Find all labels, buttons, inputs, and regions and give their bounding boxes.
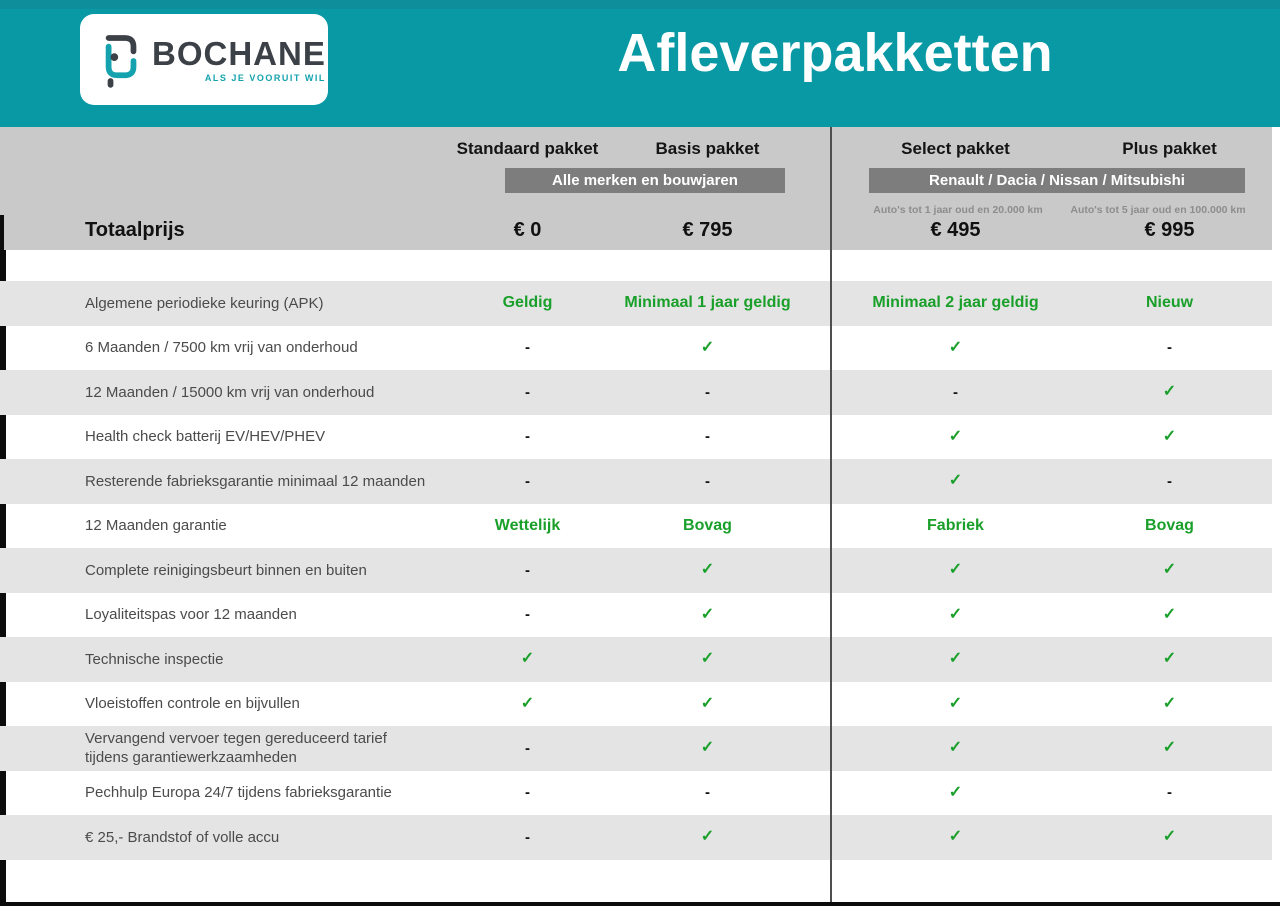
- check-icon: ✓: [700, 694, 715, 712]
- table-row: [0, 326, 1272, 371]
- table-row: [0, 548, 1272, 593]
- bochane-logo-icon: [100, 30, 144, 90]
- check-icon: ✓: [1162, 383, 1177, 401]
- price-standaard: € 0: [513, 219, 542, 241]
- check-icon: ✓: [948, 472, 963, 490]
- feature-label: Pechhulp Europa 24/7 tijdens fabrieksgarantie: [85, 784, 392, 802]
- age-note-select: Auto's tot 1 jaar oud en 20.000 km: [873, 204, 1043, 216]
- check-icon: ✓: [1162, 427, 1177, 445]
- table-row: [0, 281, 1272, 326]
- feature-table: [0, 250, 1272, 906]
- check-icon: ✓: [1162, 605, 1177, 623]
- column-header-basis: Basis pakket: [655, 139, 760, 158]
- check-icon: ✓: [700, 739, 715, 757]
- top-header: [0, 0, 1280, 127]
- table-row: [0, 504, 1272, 549]
- section-divider: [830, 127, 832, 906]
- feature-label: Resterende fabrieksgarantie minimaal 12 maanden: [85, 472, 426, 490]
- dash-indicator: -: [525, 472, 530, 490]
- table-row: [0, 370, 1272, 415]
- check-icon: ✓: [700, 828, 715, 846]
- feature-label: Vervangend vervoer tegen gereduceerd tarief tijdens garantiewerkzaamheden: [85, 730, 387, 767]
- feature-label: Algemene periodieke keuring (APK): [85, 294, 324, 312]
- dash-indicator: -: [1167, 472, 1172, 490]
- table-row: [0, 415, 1272, 460]
- value-text: Minimaal 1 jaar geldig: [624, 294, 791, 312]
- check-icon: ✓: [948, 605, 963, 623]
- check-icon: ✓: [948, 650, 963, 668]
- dash-indicator: -: [525, 561, 530, 579]
- dash-indicator: -: [525, 606, 530, 624]
- table-row: [0, 815, 1272, 860]
- total-price-label: Totaalprijs: [85, 219, 185, 241]
- check-icon: ✓: [1162, 561, 1177, 579]
- check-icon: ✓: [948, 427, 963, 445]
- table-row: [0, 593, 1272, 638]
- value-text: Bovag: [1145, 516, 1194, 534]
- logo-wordmark: BOCHANE: [152, 34, 326, 72]
- check-icon: ✓: [700, 650, 715, 668]
- dash-indicator: -: [705, 472, 710, 490]
- check-icon: ✓: [948, 694, 963, 712]
- dash-indicator: -: [953, 383, 958, 401]
- check-icon: ✓: [1162, 828, 1177, 846]
- group-badge-renault-group: Renault / Dacia / Nissan / Mitsubishi: [869, 168, 1245, 193]
- table-row: [0, 459, 1272, 504]
- group-badge-all-brands: Alle merken en bouwjaren: [505, 168, 785, 193]
- check-icon: ✓: [700, 605, 715, 623]
- feature-label: € 25,- Brandstof of volle accu: [85, 828, 280, 846]
- table-row: [0, 637, 1272, 682]
- check-icon: ✓: [1162, 650, 1177, 668]
- check-icon: ✓: [520, 694, 535, 712]
- dash-indicator: -: [525, 383, 530, 401]
- logo-tagline: ALS JE VOORUIT WIL: [204, 72, 326, 83]
- feature-label: Health check batterij EV/HEV/PHEV: [85, 428, 326, 446]
- check-icon: ✓: [948, 561, 963, 579]
- check-icon: ✓: [1162, 694, 1177, 712]
- column-header-select: Select pakket: [901, 139, 1010, 158]
- feature-label: 12 Maanden garantie: [85, 517, 227, 535]
- dash-indicator: -: [525, 428, 530, 446]
- dash-indicator: -: [1167, 339, 1172, 357]
- check-icon: ✓: [1162, 739, 1177, 757]
- column-header-band: [0, 127, 1272, 250]
- table-row: [0, 682, 1272, 727]
- dash-indicator: -: [705, 428, 710, 446]
- feature-label: Vloeistoffen controle en bijvullen: [85, 695, 300, 713]
- dash-indicator: -: [1167, 784, 1172, 802]
- check-icon: ✓: [948, 828, 963, 846]
- price-basis: € 795: [682, 219, 733, 241]
- price-select: € 495: [930, 219, 981, 241]
- price-plus: € 995: [1144, 219, 1195, 241]
- bochane-logo: [80, 14, 328, 105]
- dash-indicator: -: [525, 828, 530, 846]
- check-icon: ✓: [700, 338, 715, 356]
- value-text: Wettelijk: [494, 516, 561, 534]
- dash-indicator: -: [705, 383, 710, 401]
- dash-indicator: -: [525, 739, 530, 757]
- bottom-filler-row: [0, 860, 1272, 906]
- value-text: Bovag: [683, 516, 732, 534]
- feature-label: Loyaliteitspas voor 12 maanden: [85, 606, 297, 624]
- feature-label: Complete reinigingsbeurt binnen en buiten: [85, 561, 367, 579]
- check-icon: ✓: [948, 783, 963, 801]
- logo-text: [152, 34, 326, 83]
- feature-label: 12 Maanden / 15000 km vrij van onderhoud: [85, 383, 375, 401]
- feature-label: Technische inspectie: [85, 650, 224, 668]
- spacer-row: [0, 250, 1272, 281]
- dash-indicator: -: [525, 784, 530, 802]
- value-text: Fabriek: [927, 516, 984, 534]
- column-header-standaard: Standaard pakket: [456, 139, 599, 158]
- table-row: [0, 726, 1272, 771]
- check-icon: ✓: [948, 739, 963, 757]
- check-icon: ✓: [520, 650, 535, 668]
- dash-indicator: -: [705, 784, 710, 802]
- age-note-plus: Auto's tot 5 jaar oud en 100.000 km: [1070, 204, 1246, 216]
- table-row: [0, 771, 1272, 816]
- column-header-plus: Plus pakket: [1122, 139, 1217, 158]
- page-title: Afleverpakketten: [617, 23, 1053, 83]
- value-text: Geldig: [502, 294, 553, 312]
- check-icon: ✓: [700, 561, 715, 579]
- feature-label: 6 Maanden / 7500 km vrij van onderhoud: [85, 339, 358, 357]
- check-icon: ✓: [948, 338, 963, 356]
- dash-indicator: -: [525, 339, 530, 357]
- value-text: Nieuw: [1145, 294, 1194, 312]
- bottom-border: [0, 902, 1280, 906]
- value-text: Minimaal 2 jaar geldig: [872, 294, 1039, 312]
